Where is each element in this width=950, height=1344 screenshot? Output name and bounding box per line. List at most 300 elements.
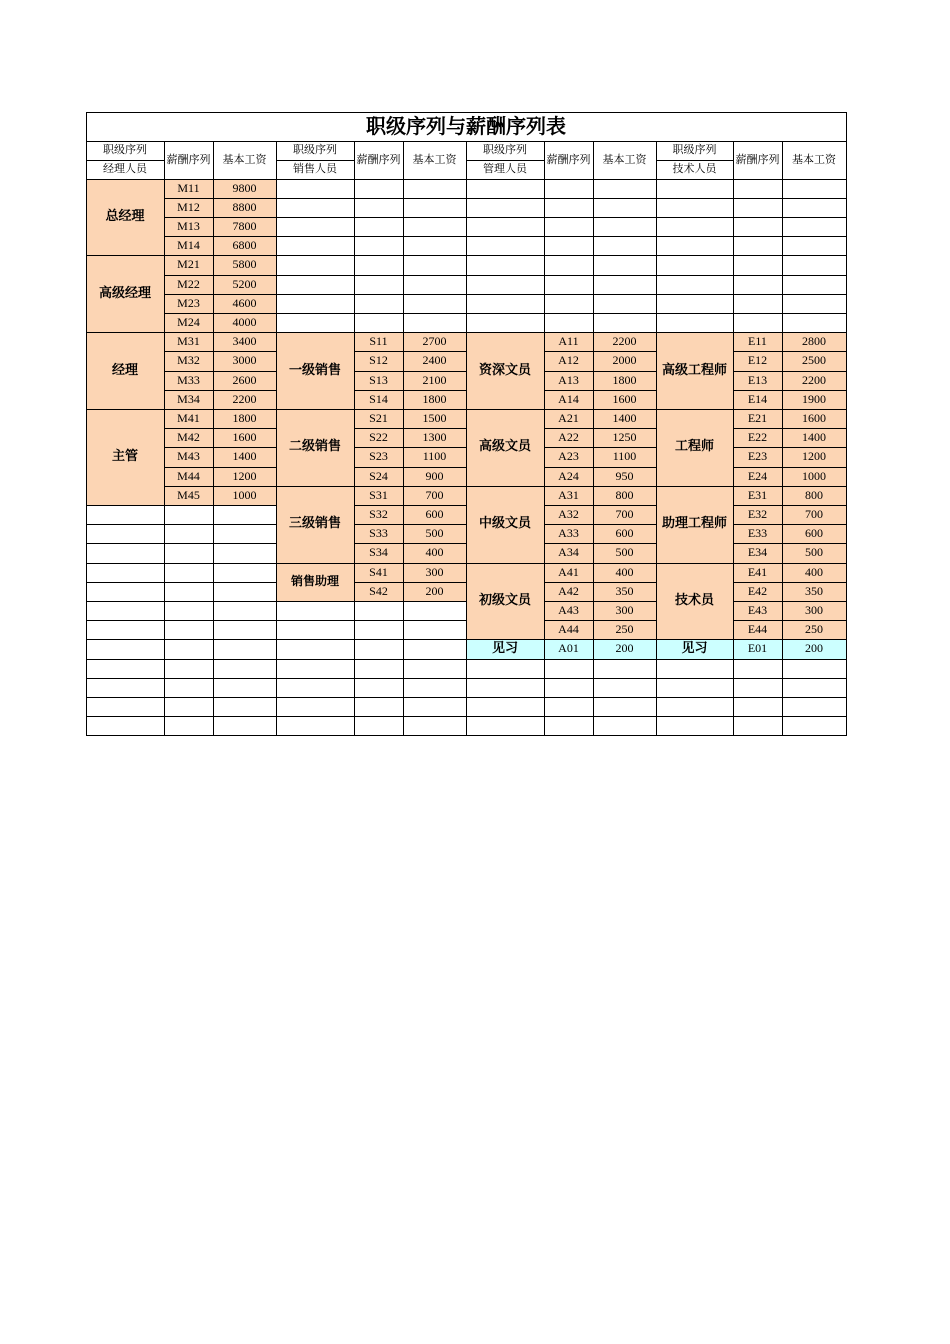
grid-line	[403, 582, 467, 583]
base-salary-value: 2100	[403, 371, 466, 390]
pay-seq-code: M32	[164, 352, 213, 371]
grid-line	[466, 255, 545, 256]
grid-line	[403, 313, 467, 314]
base-salary-value: 400	[782, 563, 846, 582]
grid-line	[164, 639, 214, 640]
grid-line	[846, 112, 847, 736]
header-category: 技术人员	[672, 162, 717, 176]
grid-line	[733, 409, 783, 410]
grid-line	[733, 678, 783, 679]
grid-line	[656, 198, 734, 199]
grid-line	[544, 428, 594, 429]
grid-line	[593, 543, 657, 544]
pay-seq-code: A22	[544, 429, 593, 448]
grid-line	[733, 467, 783, 468]
grid-line	[593, 563, 657, 564]
grid-line	[86, 659, 165, 660]
grid-line	[782, 639, 847, 640]
grid-line	[733, 601, 783, 602]
grid-line	[466, 639, 545, 640]
base-salary-value: 1600	[593, 390, 656, 409]
grid-line	[403, 236, 467, 237]
grid-line	[733, 198, 783, 199]
base-salary-value: 7800	[213, 217, 276, 236]
header-category: 管理人员	[483, 162, 527, 176]
grid-line	[403, 601, 467, 602]
pay-seq-code: E31	[733, 486, 782, 505]
base-salary-value: 1200	[782, 448, 846, 467]
grid-line	[544, 217, 594, 218]
grid-line	[354, 332, 404, 333]
grid-line	[164, 620, 214, 621]
grid-line	[782, 351, 847, 352]
grid-line	[656, 716, 734, 717]
grid-line	[733, 697, 783, 698]
grid-line	[544, 678, 594, 679]
grid-line	[403, 543, 467, 544]
grid-line	[86, 582, 165, 583]
grade-group-label: 中级文员	[466, 486, 544, 563]
base-salary-value: 1800	[403, 390, 466, 409]
pay-seq-code: S14	[354, 390, 403, 409]
grid-line	[403, 217, 467, 218]
grid-line	[733, 255, 783, 256]
pay-seq-code: S31	[354, 486, 403, 505]
header-seq-label: 职级序列	[293, 143, 337, 157]
grid-line	[544, 390, 594, 391]
grid-line	[782, 678, 847, 679]
grid-line	[403, 467, 467, 468]
grid-line	[213, 428, 277, 429]
grade-group-label: 一级销售	[276, 333, 354, 410]
grade-group-label: 主管	[86, 409, 164, 505]
grid-line	[733, 313, 783, 314]
pay-seq-code: S11	[354, 333, 403, 352]
grid-line	[213, 543, 277, 544]
grid-line	[656, 678, 734, 679]
grid-line	[213, 255, 277, 256]
grid-line	[276, 275, 355, 276]
grid-line	[733, 428, 783, 429]
grid-line	[733, 659, 783, 660]
grid-line	[782, 332, 847, 333]
base-salary-value: 1800	[593, 371, 656, 390]
grid-line	[164, 236, 214, 237]
pay-seq-code: A33	[544, 525, 593, 544]
pay-seq-code: M31	[164, 333, 213, 352]
grid-line	[403, 659, 467, 660]
grid-line	[164, 332, 214, 333]
grid-line	[544, 505, 594, 506]
grid-line	[593, 198, 657, 199]
grade-group-label: 三级销售	[276, 486, 354, 563]
base-salary-value: 2600	[213, 371, 276, 390]
pay-seq-code: A13	[544, 371, 593, 390]
grid-line	[466, 659, 545, 660]
grid-line	[86, 716, 165, 717]
pay-seq-code: S32	[354, 505, 403, 524]
grid-line	[213, 447, 277, 448]
pay-seq-code: S12	[354, 352, 403, 371]
pay-seq-code: A44	[544, 621, 593, 640]
base-salary-value: 6800	[213, 237, 276, 256]
grid-line	[593, 371, 657, 372]
pay-seq-code: E24	[733, 467, 782, 486]
grid-line	[403, 198, 467, 199]
pay-seq-code: M12	[164, 198, 213, 217]
grid-line	[354, 236, 404, 237]
base-salary-value: 1250	[593, 429, 656, 448]
grid-line	[354, 371, 404, 372]
header-pay-seq: 薪酬序列	[356, 152, 401, 166]
grid-line	[403, 716, 467, 717]
grid-line	[544, 659, 594, 660]
grid-line	[276, 294, 355, 295]
grid-line	[86, 563, 165, 564]
grid-line	[354, 467, 404, 468]
grid-line	[354, 409, 404, 410]
grid-line	[86, 409, 165, 410]
grid-line	[403, 447, 467, 448]
grid-line	[403, 563, 467, 564]
grid-line	[733, 447, 783, 448]
grid-line	[656, 409, 734, 410]
grid-line	[354, 390, 404, 391]
grid-line	[782, 543, 847, 544]
grid-line	[782, 198, 847, 199]
base-salary-value: 9800	[213, 179, 276, 198]
grid-line	[213, 275, 277, 276]
grid-line	[593, 639, 657, 640]
grid-line	[86, 112, 87, 736]
grid-line	[782, 275, 847, 276]
grid-line	[733, 294, 783, 295]
grid-line	[782, 313, 847, 314]
pay-seq-code: A11	[544, 333, 593, 352]
grid-line	[354, 697, 404, 698]
pay-seq-code: S24	[354, 467, 403, 486]
grade-group-label: 助理工程师	[656, 486, 733, 563]
grid-line	[782, 620, 847, 621]
base-salary-value: 2800	[782, 333, 846, 352]
grid-line	[782, 601, 847, 602]
base-salary-value: 5200	[213, 275, 276, 294]
base-salary-value: 500	[782, 544, 846, 563]
grid-line	[593, 620, 657, 621]
grid-line	[354, 582, 404, 583]
pay-seq-code: M24	[164, 313, 213, 332]
table-title: 职级序列与薪酬序列表	[366, 114, 566, 138]
base-salary-value: 700	[593, 505, 656, 524]
grid-line	[466, 697, 545, 698]
header-pay-seq: 薪酬序列	[166, 152, 211, 166]
grid-line	[593, 294, 657, 295]
grid-line	[213, 236, 277, 237]
grid-line	[656, 697, 734, 698]
pay-seq-code: M23	[164, 294, 213, 313]
pay-seq-code: A41	[544, 563, 593, 582]
pay-seq-code: M45	[164, 486, 213, 505]
grid-line	[276, 236, 355, 237]
base-salary-value: 250	[593, 621, 656, 640]
base-salary-value: 1400	[213, 448, 276, 467]
grid-line	[403, 524, 467, 525]
grid-line	[733, 390, 783, 391]
grid-line	[276, 141, 277, 736]
grid-line	[733, 582, 783, 583]
grid-line	[213, 659, 277, 660]
grid-line	[466, 160, 545, 161]
grid-line	[276, 198, 355, 199]
grid-line	[403, 371, 467, 372]
grid-line	[354, 141, 355, 736]
grade-group-label: 初级文员	[466, 563, 544, 640]
pay-seq-code: M43	[164, 448, 213, 467]
grid-line	[213, 371, 277, 372]
base-salary-value: 2400	[403, 352, 466, 371]
pay-seq-code: E33	[733, 525, 782, 544]
grid-line	[782, 294, 847, 295]
grid-line	[466, 409, 545, 410]
grid-line	[164, 351, 214, 352]
grid-line	[164, 505, 214, 506]
grid-line	[593, 486, 657, 487]
grid-line	[593, 716, 657, 717]
pay-seq-code: E11	[733, 333, 782, 352]
pay-seq-code: A12	[544, 352, 593, 371]
header-pay-seq: 薪酬序列	[546, 152, 591, 166]
pay-seq-code: S13	[354, 371, 403, 390]
grid-line	[213, 582, 277, 583]
pay-seq-code: E41	[733, 563, 782, 582]
grid-line	[164, 428, 214, 429]
grid-line	[86, 112, 847, 113]
grid-line	[782, 563, 847, 564]
pay-seq-code: S23	[354, 448, 403, 467]
base-salary-value: 4000	[213, 313, 276, 332]
grid-line	[354, 524, 404, 525]
grid-line	[403, 620, 467, 621]
base-salary-value: 200	[593, 640, 656, 659]
pay-seq-code: M13	[164, 217, 213, 236]
base-salary-value: 1400	[782, 429, 846, 448]
grid-line	[164, 524, 214, 525]
grid-line	[354, 563, 404, 564]
base-salary-value: 1800	[213, 409, 276, 428]
grid-line	[86, 524, 165, 525]
grid-line	[593, 351, 657, 352]
grid-line	[164, 141, 165, 736]
grid-line	[733, 524, 783, 525]
grid-line	[354, 294, 404, 295]
header-base-salary: 基本工资	[412, 152, 457, 166]
header-pay-seq: 薪酬序列	[735, 152, 780, 166]
grid-line	[782, 659, 847, 660]
grid-line	[544, 639, 594, 640]
grid-line	[466, 217, 545, 218]
header-base-salary: 基本工资	[222, 152, 267, 166]
grid-line	[164, 390, 214, 391]
grid-line	[403, 332, 467, 333]
grid-line	[782, 371, 847, 372]
grid-line	[213, 217, 277, 218]
base-salary-value: 5800	[213, 256, 276, 275]
grid-line	[544, 524, 594, 525]
grid-line	[656, 563, 734, 564]
grid-line	[86, 160, 165, 161]
pay-seq-code: E34	[733, 544, 782, 563]
grid-line	[544, 582, 594, 583]
grid-line	[86, 678, 165, 679]
base-salary-value: 300	[593, 601, 656, 620]
pay-seq-code: S33	[354, 525, 403, 544]
base-salary-value: 1200	[213, 467, 276, 486]
grid-line	[544, 371, 594, 372]
base-salary-value: 1100	[403, 448, 466, 467]
grid-line	[782, 697, 847, 698]
pay-seq-code: A42	[544, 582, 593, 601]
base-salary-value: 600	[593, 525, 656, 544]
base-salary-value: 500	[593, 544, 656, 563]
grid-line	[466, 141, 467, 736]
grid-line	[593, 659, 657, 660]
grid-line	[782, 505, 847, 506]
grid-line	[593, 409, 657, 410]
pay-seq-code: A14	[544, 390, 593, 409]
pay-seq-code: E14	[733, 390, 782, 409]
grid-line	[86, 601, 165, 602]
grid-line	[782, 255, 847, 256]
salary-grade-table	[86, 112, 846, 735]
pay-seq-code: S22	[354, 429, 403, 448]
grade-group-label: 见习	[656, 640, 733, 659]
grid-line	[213, 332, 277, 333]
grid-line	[593, 217, 657, 218]
grid-line	[86, 332, 165, 333]
header-category: 经理人员	[103, 162, 147, 176]
grid-line	[656, 160, 734, 161]
base-salary-value: 900	[403, 467, 466, 486]
pay-seq-code: E01	[733, 640, 782, 659]
grid-line	[276, 563, 355, 564]
grid-line	[164, 678, 214, 679]
grid-line	[213, 639, 277, 640]
grid-line	[354, 275, 404, 276]
base-salary-value: 950	[593, 467, 656, 486]
grid-line	[733, 217, 783, 218]
grid-line	[544, 486, 594, 487]
grid-line	[86, 255, 165, 256]
grid-line	[86, 543, 165, 544]
grid-line	[213, 505, 277, 506]
grid-line	[164, 563, 214, 564]
grid-line	[733, 639, 783, 640]
grid-line	[544, 409, 594, 410]
grid-line	[213, 390, 277, 391]
pay-seq-code: A01	[544, 640, 593, 659]
pay-seq-code: M41	[164, 409, 213, 428]
base-salary-value: 700	[403, 486, 466, 505]
grid-line	[656, 332, 734, 333]
pay-seq-code: E32	[733, 505, 782, 524]
base-salary-value: 350	[593, 582, 656, 601]
base-salary-value: 500	[403, 525, 466, 544]
grid-line	[593, 447, 657, 448]
pay-seq-code: S42	[354, 582, 403, 601]
grid-line	[544, 275, 594, 276]
grid-line	[213, 601, 277, 602]
base-salary-value: 3000	[213, 352, 276, 371]
grid-line	[164, 716, 214, 717]
grid-line	[354, 639, 404, 640]
grade-group-label: 高级工程师	[656, 333, 733, 410]
grid-line	[593, 678, 657, 679]
grid-line	[354, 505, 404, 506]
grid-line	[656, 255, 734, 256]
grade-group-label: 二级销售	[276, 409, 354, 486]
grid-line	[782, 390, 847, 391]
grid-line	[782, 716, 847, 717]
base-salary-value: 2200	[782, 371, 846, 390]
grid-line	[656, 639, 734, 640]
base-salary-value: 350	[782, 582, 846, 601]
grid-line	[164, 294, 214, 295]
base-salary-value: 200	[782, 640, 846, 659]
pay-seq-code: A43	[544, 601, 593, 620]
base-salary-value: 1000	[213, 486, 276, 505]
grid-line	[656, 275, 734, 276]
pay-seq-code: E43	[733, 601, 782, 620]
grid-line	[354, 428, 404, 429]
base-salary-value: 2500	[782, 352, 846, 371]
pay-seq-code: E42	[733, 582, 782, 601]
grid-line	[656, 217, 734, 218]
grid-line	[213, 678, 277, 679]
base-salary-value: 600	[403, 505, 466, 524]
grid-line	[164, 275, 214, 276]
grid-line	[593, 601, 657, 602]
grid-line	[733, 505, 783, 506]
grid-line	[164, 409, 214, 410]
grid-line	[213, 198, 277, 199]
grid-line	[164, 582, 214, 583]
grid-line	[213, 620, 277, 621]
grid-line	[593, 141, 594, 736]
base-salary-value: 4600	[213, 294, 276, 313]
grid-line	[354, 255, 404, 256]
grid-line	[164, 217, 214, 218]
grid-line	[733, 371, 783, 372]
grid-line	[782, 467, 847, 468]
grid-line	[782, 217, 847, 218]
grid-line	[466, 716, 545, 717]
base-salary-value: 1100	[593, 448, 656, 467]
grid-line	[656, 659, 734, 660]
base-salary-value: 1000	[782, 467, 846, 486]
pay-seq-code: S41	[354, 563, 403, 582]
base-salary-value: 300	[403, 563, 466, 582]
grid-line	[733, 351, 783, 352]
base-salary-value: 800	[593, 486, 656, 505]
base-salary-value: 2000	[593, 352, 656, 371]
header-base-salary: 基本工资	[792, 152, 836, 166]
grade-group-label: 技术员	[656, 563, 733, 640]
grid-line	[733, 620, 783, 621]
grid-line	[782, 582, 847, 583]
grid-line	[213, 409, 277, 410]
grid-line	[544, 351, 594, 352]
pay-seq-code: E44	[733, 621, 782, 640]
